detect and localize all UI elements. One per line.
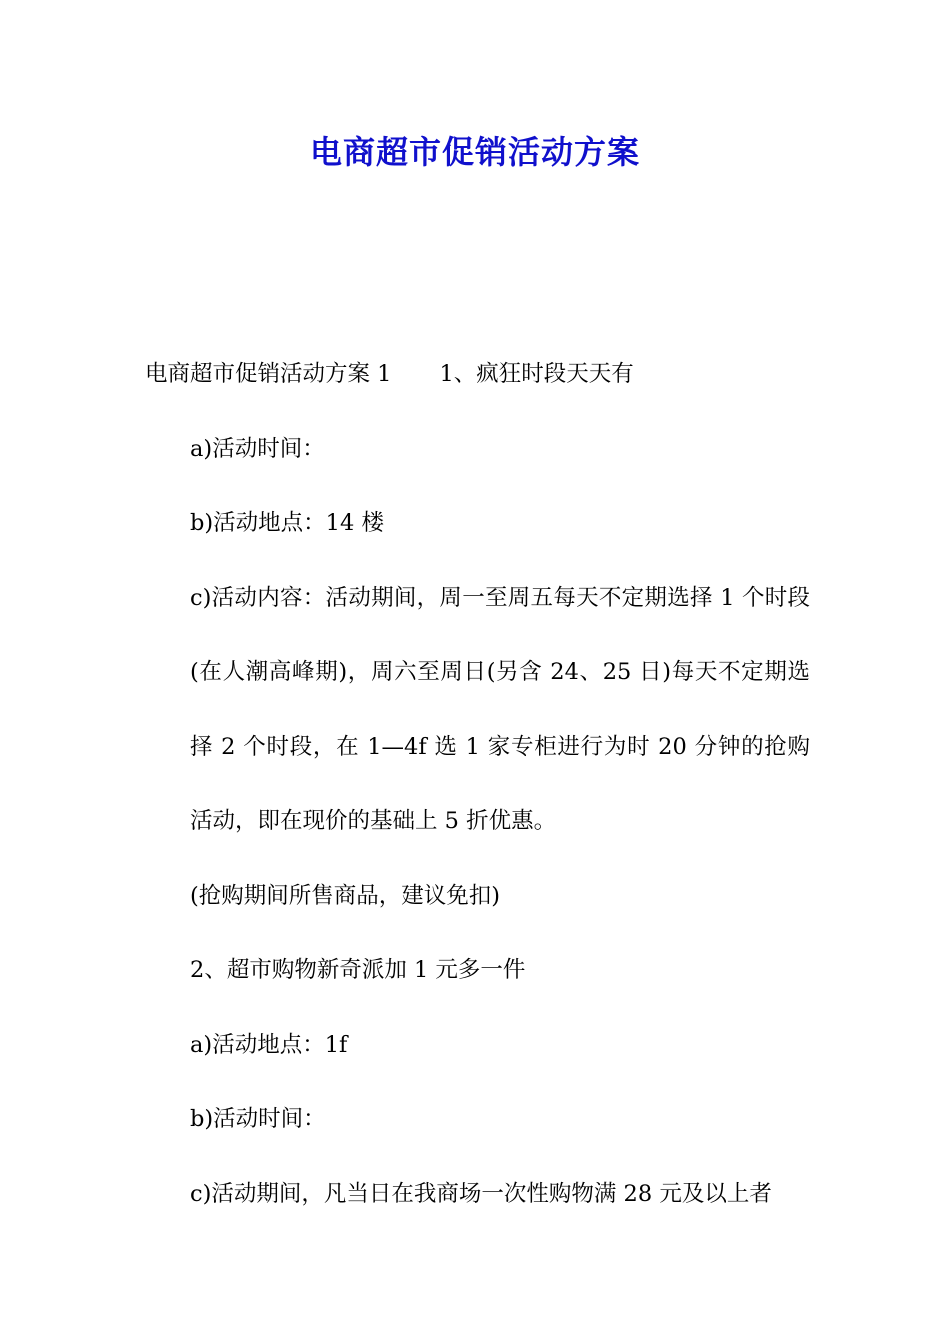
- paragraph-activity-time: a)活动时间：: [190, 435, 325, 462]
- paragraph-activity-time-2: b)活动时间：: [190, 1106, 326, 1132]
- document-title: 电商超市促销活动方案: [309, 133, 640, 171]
- document-body: [145, 337, 810, 1231]
- first-line: [145, 337, 810, 412]
- paragraph-activity-content-2: c)活动期间，凡当日在我商场一次性购物满 28 元及以上者: [190, 1180, 772, 1207]
- doc-heading-line: 电商超市促销活动方案 1: [145, 361, 392, 387]
- section-2-heading: 2、超市购物新奇派加 1 元多一件: [190, 957, 526, 983]
- paragraph-activity-location: b)活动地点：14 楼: [190, 510, 384, 536]
- paragraph-note: (抢购期间所售商品，建议免扣): [190, 882, 501, 909]
- section-1-heading: 1、疯狂时段天天有: [439, 361, 634, 387]
- paragraph-activity-content: c)活动内容：活动期间，周一至周五每天不定期选择 1 个时段(在人潮高峰期)，周六至周日(另含 24、25 日)每天不定期选择 2 个时段，在 1—4f 选 1 家专柜进行为时 20 分钟的抢购活动，即在现价的基础上 5 折优惠。: [190, 584, 810, 834]
- paragraph-activity-location-2: a)活动地点：1f: [190, 1031, 348, 1058]
